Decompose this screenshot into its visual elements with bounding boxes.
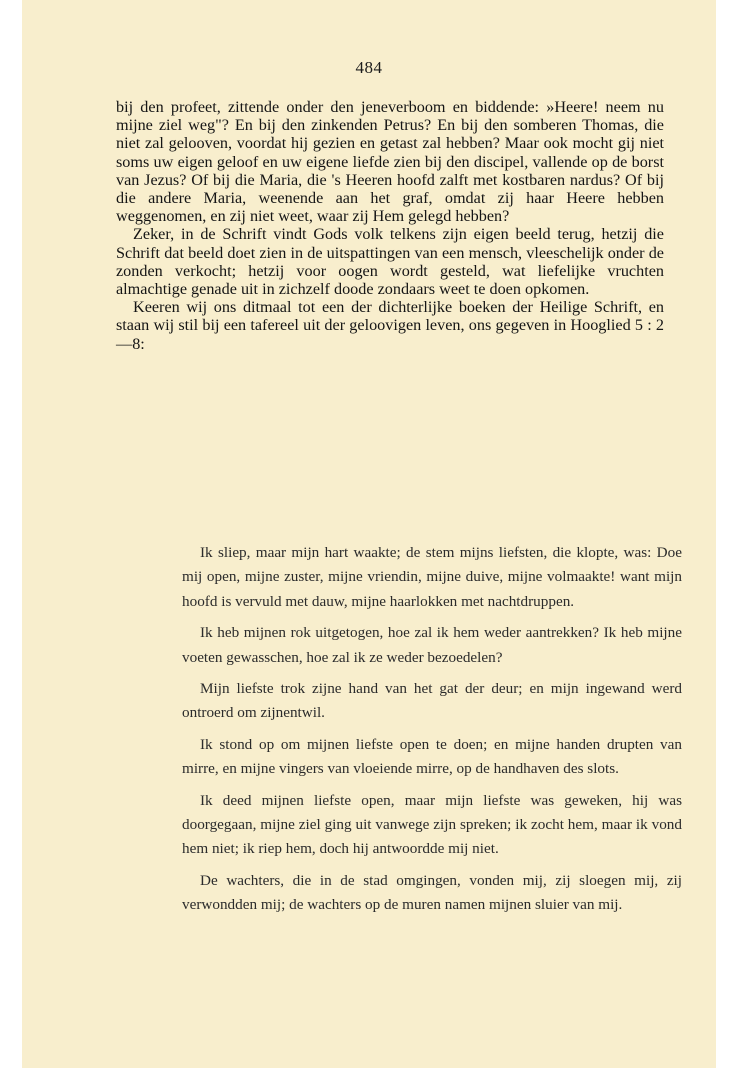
quote-paragraph: Ik heb mijnen rok uitgetogen, hoe zal ik hem weder aantrekken? Ik heb mijne voeten gewasschen, hoe zal ik ze weder bezoedelen? <box>182 624 682 666</box>
quote-paragraph: De wachters, die in de stad omgingen, vonden mij, zij sloegen mij, zij verwondden mij; de wachters op de muren namen mijnen sluier van mij. <box>182 871 682 914</box>
quote-paragraph: Ik sliep, maar mijn hart waakte; de stem mijns liefsten, die klopte, was: Doe mij open, mijne zuster, mijne vriendin, mijne duive, mijne volmaakte! want mijn hoofd is vervuld met dauw, mijne haarlokken met nachtdruppen. <box>182 544 682 610</box>
book-page <box>22 0 716 1068</box>
main-paragraph: Keeren wij ons ditmaal tot een der dichterlijke boeken der Heilige Schrift, en staan wij stil bij een tafereel uit der geloovigen leven, ons gegeven in Hooglied 5 : 2—8: <box>116 298 664 353</box>
page-number: 484 <box>355 58 383 77</box>
main-text-block <box>116 98 664 353</box>
quote-paragraph: Ik deed mijnen liefste open, maar mijn liefste was geweken, hij was doorgegaan, mijne ziel ging uit vanwege zijn spreken; ik zocht hem, maar ik vond hem niet; ik riep hem, doch hij antwoordde mij niet. <box>182 791 682 858</box>
quote-paragraph: Ik stond op om mijnen liefste open te doen; en mijne handen drupten van mirre, en mijne vingers van vloeiende mirre, op de handhaven des slots. <box>182 735 682 778</box>
main-paragraph: Zeker, in de Schrift vindt Gods volk telkens zijn eigen beeld terug, hetzij die Schrift dat beeld doet zien in de uitspattingen van een mensch, vleeschelijk onder de zonden verkocht; hetzij voor oogen wordt gesteld, wat liefelijke vruchten almachtige genade uit in zichzelf doode zondaars weet te doen opkomen. <box>116 225 664 299</box>
main-paragraph: bij den profeet, zittende onder den jeneverboom en biddende: »Heere! neem nu mijne ziel weg"? En bij den zinkenden Petrus? En bij den somberen Thomas, die niet zal gelooven, voordat hij gezien en getast zal hebben? Maar ook mocht gij niet soms uw eigen geloof en uw eigene liefde zien bij den discipel, vallende op de borst van Jezus? Of bij die Maria, die 's Heeren hoofd zalft met kostbaren nardus? Of bij die andere Maria, weenende aan het graf, omdat zij haar Heere hebben weggenomen, en zij niet weet, waar zij Hem gelegd hebben? <box>116 98 664 226</box>
quote-paragraph: Mijn liefste trok zijne hand van het gat der deur; en mijn ingewand werd ontroerd om zijnentwil. <box>182 680 682 722</box>
scripture-quote-block <box>182 541 682 925</box>
